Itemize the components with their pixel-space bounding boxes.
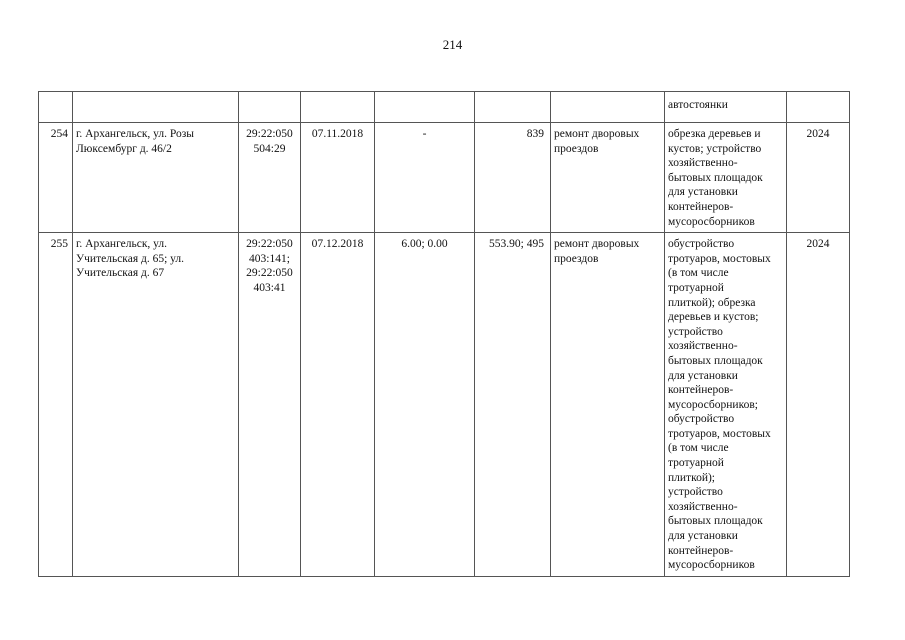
date-cell [301, 92, 375, 123]
address-cell: г. Архангельск, ул. Учительская д. 65; ул. Учительская д. 67 [73, 233, 239, 577]
page-number: 214 [442, 37, 463, 52]
cadastral-cell: 29:22:050 403:141; 29:22:050 403:41 [239, 233, 301, 577]
measures-cell: обустройство тротуаров, мостовых (в том числе тротуарной плиткой); обрезка деревьев и кустов; устройство хозяйственно- бытовых площадок для установки контейнеров- мусоросборников; обустройство тротуаров, мостовых (в том числе тротуарной плиткой); устройство хозяйственно- бытовых площадок для установки контейнеров- мусоросборников [665, 233, 787, 577]
value-cell [475, 92, 551, 123]
table-row [39, 92, 850, 123]
cadastral-cell [239, 92, 301, 123]
year-cell: 2024 [787, 233, 850, 577]
work-type-cell: ремонт дворовых проездов [551, 123, 665, 233]
registry-table [38, 91, 850, 577]
area-cell [375, 92, 475, 123]
measures-cell: обрезка деревьев и кустов; устройство хозяйственно- бытовых площадок для установки контейнеров- мусоросборников [665, 123, 787, 233]
value-cell: 839 [475, 123, 551, 233]
area-cell: - [375, 123, 475, 233]
year-cell: 2024 [787, 123, 850, 233]
row-number-cell [39, 92, 73, 123]
row-number-cell: 254 [39, 123, 73, 233]
date-cell: 07.11.2018 [301, 123, 375, 233]
table-row [39, 123, 850, 233]
table-row [39, 233, 850, 577]
date-cell: 07.12.2018 [301, 233, 375, 577]
area-cell: 6.00; 0.00 [375, 233, 475, 577]
work-type-cell [551, 92, 665, 123]
value-cell: 553.90; 495 [475, 233, 551, 577]
row-number-cell: 255 [39, 233, 73, 577]
year-cell [787, 92, 850, 123]
measures-cell: автостоянки [665, 92, 787, 123]
cadastral-cell: 29:22:050 504:29 [239, 123, 301, 233]
work-type-cell: ремонт дворовых проездов [551, 233, 665, 577]
address-cell: г. Архангельск, ул. Розы Люксембург д. 46/2 [73, 123, 239, 233]
address-cell [73, 92, 239, 123]
